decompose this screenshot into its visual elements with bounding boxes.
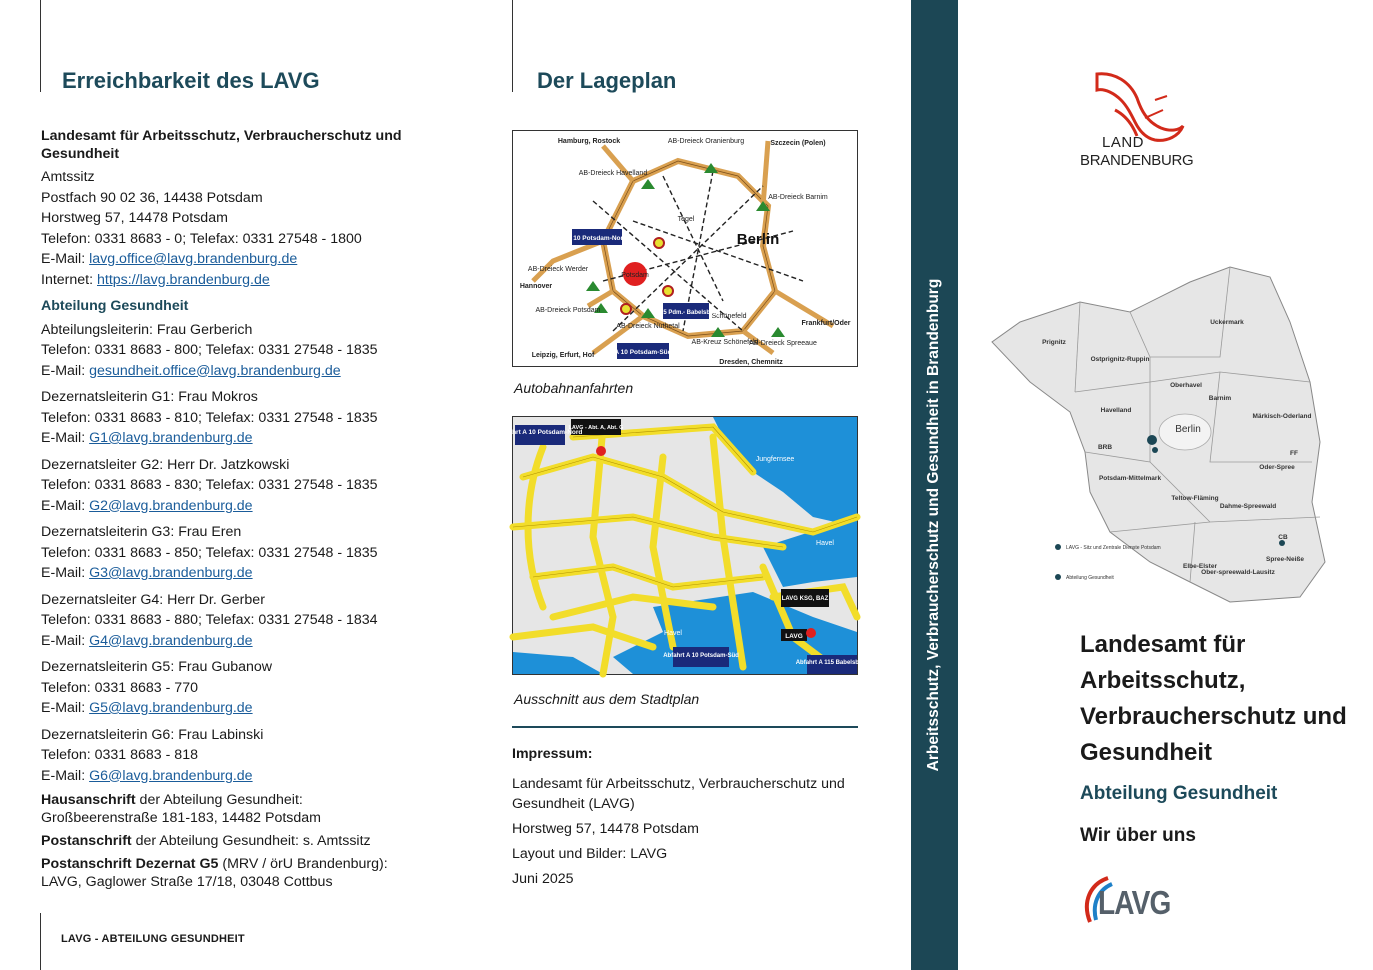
lbl-berlin: Berlin — [736, 231, 780, 248]
lbl-lavg-k: LAVG KSG, BAZ — [781, 596, 829, 602]
lbl-abf-n: Abfahrt A 10 Potsdam-Nord — [497, 429, 583, 436]
internet-row — [41, 270, 421, 291]
lbl-hannover: Hannover — [519, 283, 553, 290]
contact-email-link[interactable]: G2@lavg.brandenburg.de — [89, 497, 253, 514]
contact-email-link[interactable]: G3@lavg.brandenburg.de — [89, 565, 253, 581]
footer-label: LAVG - ABTEILUNG GESUNDHEIT — [61, 933, 245, 945]
cover-tagline: Wir über uns — [1080, 825, 1196, 846]
lbl-hamburg: Hamburg, Rostock — [557, 138, 621, 145]
email-link[interactable]: lavg.office@lavg.brandenburg.de — [89, 251, 298, 267]
lbl-szczecin: Szczecin (Polen) — [770, 140, 826, 147]
impressum-lines — [512, 774, 862, 889]
contact-role: Dezernatsleiterin G6: Frau Labinski — [41, 726, 264, 743]
d-teltow: Teltow-Fläming — [1171, 495, 1219, 502]
d-berlin: Berlin — [1175, 424, 1201, 435]
contact-entry — [41, 725, 421, 787]
lbl-potsdam: Potsdam — [621, 272, 649, 279]
lbl-spreeaue: AB-Dreieck Spreeaue — [749, 340, 817, 347]
lbl-abf-b: Abfahrt A 115 Babelsberg — [795, 660, 869, 666]
contact-email-link[interactable]: G1@lavg.brandenburg.de — [89, 430, 253, 446]
contact-phone: Telefon: 0331 8683 - 850; Telefax: 0331 27548 - 1835 — [41, 544, 378, 561]
email-row — [41, 249, 421, 270]
g5-addr: LAVG, Gaglower Straße 17/18, 03048 Cottbus — [41, 874, 333, 890]
lbl-havelland: AB-Dreieck Havelland — [578, 170, 648, 177]
email-label: E-Mail: — [41, 251, 90, 267]
d-elbe: Elbe-Elster — [1183, 563, 1217, 570]
internet-link[interactable]: https://lavg.brandenburg.de — [97, 271, 270, 288]
lbl-lavg: LAVG — [785, 633, 803, 640]
contact-email-link[interactable]: G6@lavg.brandenburg.de — [89, 767, 253, 784]
lbl-dresden: Dresden, Chemnitz — [719, 359, 783, 366]
d-uckermark: Uckermark — [1210, 319, 1244, 326]
street: Horstweg 57, 14478 Potsdam — [41, 210, 228, 226]
lbl-tegel: Tegel — [677, 216, 695, 223]
lbl-frankfurt: Frankfurt/Oder — [801, 320, 851, 327]
contact-email-row — [41, 698, 421, 719]
house-rest: der Abteilung Gesundheit: — [135, 792, 303, 808]
lageplan-heading: Der Lageplan — [537, 68, 677, 93]
lbl-a115: A115 Pdm.- Babelsberg — [652, 310, 720, 316]
lbl-jungfernsee: Jungfernsee — [755, 456, 795, 463]
d-prignitz: Prignitz — [1042, 339, 1066, 346]
contact-role: Dezernatsleiterin G3: Frau Eren — [41, 524, 242, 540]
contact-entry — [41, 590, 421, 652]
contact-email-row — [41, 361, 421, 382]
cover-subtitle: Abteilung Gesundheit — [1080, 783, 1278, 804]
impressum-line: Layout und Bilder: LAVG — [512, 846, 668, 862]
d-oderspree: Oder-Spree — [1259, 464, 1295, 471]
contact-entry — [41, 387, 421, 449]
brandenburg-logo — [1075, 70, 1215, 170]
org-name: Landesamt für Arbeitsschutz, Verbraucherschutz und Gesundheit — [41, 128, 402, 162]
contact-email-label: E-Mail: — [41, 497, 90, 514]
lbl-havel1: Havel — [816, 540, 834, 547]
d-dahme: Dahme-Spreewald — [1219, 503, 1277, 510]
d-osl: Ober-spreewald-Lausitz — [1201, 569, 1275, 576]
contact-role: Dezernatsleiterin G1: Frau Mokros — [41, 389, 258, 405]
contact-role: Dezernatsleiter G2: Herr Dr. Jatzkowski — [41, 456, 290, 473]
contact-block — [41, 127, 421, 891]
lbl-a10s: A 10 Potsdam-Süd — [614, 349, 672, 356]
legend-1: LAVG - Sitz und Zentrale Dienste Potsdam — [1066, 545, 1161, 551]
lbl-kreuz: AB-Kreuz Schönefeld — [691, 339, 759, 346]
impressum-line: Landesamt für Arbeitsschutz, Verbraucherschutz und Gesundheit (LAVG) — [512, 776, 845, 812]
contact-email-row — [41, 631, 421, 652]
dept-heading: Abteilung Gesundheit — [41, 298, 189, 314]
lbl-oranienburg: AB-Dreieck Oranienburg — [667, 138, 745, 145]
contact-email-row — [41, 563, 421, 584]
contact-entry — [41, 522, 421, 584]
lbl-a10n: A 10 Potsdam-Nord — [566, 235, 628, 242]
contact-list — [41, 320, 421, 787]
contact-phone: Telefon: 0331 8683 - 800; Telefax: 0331 27548 - 1835 — [41, 342, 378, 358]
map1-caption: Autobahnanfahrten — [514, 380, 634, 396]
left-top-rule — [40, 0, 41, 92]
postbox: Postfach 90 02 36, 14438 Potsdam — [41, 189, 263, 206]
lbl-nuthetal: AB-Dreieck Nuthetal — [616, 323, 680, 330]
city-map — [497, 416, 869, 675]
d-barnim: Barnim — [1208, 395, 1232, 402]
map2-caption: Ausschnitt aus dem Stadtplan — [514, 691, 700, 707]
lbl-lavg-a: LAVG - Abt. A, Abt. G — [568, 425, 624, 431]
contact-email-label: E-Mail: — [41, 632, 90, 649]
d-brb: BRB — [1097, 444, 1113, 451]
contact-entry — [41, 320, 421, 382]
seat: Amtssitz — [41, 169, 95, 185]
contact-entry — [41, 455, 421, 517]
contact-email-row — [41, 428, 421, 449]
d-maerkisch: Märkisch-Oderland — [1252, 413, 1312, 420]
lavg-logo-text: LAVG — [1098, 884, 1171, 921]
d-cb: CB — [1278, 534, 1288, 541]
lbl-barnim: AB-Dreieck Barnim — [768, 194, 828, 201]
house-address — [41, 791, 421, 827]
impressum-line: Horstweg 57, 14478 Potsdam — [512, 821, 699, 837]
contact-email-label: E-Mail: — [41, 430, 90, 446]
post-address — [41, 832, 421, 850]
band-text: Arbeitsschutz, Verbraucherschutz und Gesundheit in Brandenburg — [925, 278, 942, 772]
contact-email-link[interactable]: G5@lavg.brandenburg.de — [89, 700, 253, 716]
lbl-havel2: Havel — [664, 630, 682, 637]
impressum-line: Juni 2025 — [512, 871, 574, 887]
brandenburg-map — [990, 262, 1325, 607]
impressum-divider — [512, 726, 858, 728]
contact-phone: Telefon: 0331 8683 - 830; Telefax: 0331 27548 - 1835 — [41, 477, 378, 493]
contact-email-link[interactable]: gesundheit.office@lavg.brandenburg.de — [89, 362, 341, 379]
d-havelland: Havelland — [1100, 407, 1132, 414]
g5-label: Postanschrift Dezernat G5 — [41, 856, 219, 872]
contact-email-label: E-Mail: — [41, 362, 90, 379]
lbl-abpotsdam: AB-Dreieck Potsdam — [535, 307, 601, 314]
d-ff: FF — [1290, 450, 1298, 457]
contact-phone: Telefon: 0331 8683 - 770 — [41, 679, 198, 696]
contact-email-label: E-Mail: — [41, 767, 90, 784]
contact-role: Dezernatsleiterin G5: Frau Gubanow — [41, 659, 273, 675]
contact-entry — [41, 657, 421, 719]
contact-email-label: E-Mail: — [41, 565, 90, 581]
phone: Telefon: 0331 8683 - 0; Telefax: 0331 27548 - 1800 — [41, 230, 362, 247]
post-rest: der Abteilung Gesundheit: s. Amtssitz — [131, 833, 371, 849]
contact-email-label: E-Mail: — [41, 700, 90, 716]
logo-land: LAND — [1102, 134, 1145, 151]
motorway-map — [512, 130, 858, 367]
contact-heading: Erreichbarkeit des LAVG — [62, 68, 320, 93]
internet-label: Internet: — [41, 271, 97, 288]
impressum-block — [512, 744, 862, 894]
d-ostprignitz: Ostprignitz-Ruppin — [1090, 356, 1150, 363]
lbl-schoenefeld: Schönefeld — [711, 313, 747, 320]
logo-brandenburg: BRANDENBURG — [1080, 152, 1194, 169]
d-spreeneisse: Spree-Neiße — [1266, 556, 1304, 563]
g5-address — [41, 855, 421, 891]
house-label: Hausanschrift — [41, 792, 136, 808]
contact-email-row — [41, 496, 421, 517]
post-label: Postanschrift — [41, 833, 132, 849]
lbl-werder: AB-Dreieck Werder — [527, 266, 589, 273]
d-oberhavel: Oberhavel — [1170, 382, 1202, 389]
house-addr: Großbeerenstraße 181-183, 14482 Potsdam — [41, 810, 321, 826]
impressum-title: Impressum: — [512, 746, 593, 762]
lbl-leipzig: Leipzig, Erfurt, Hof — [531, 352, 595, 359]
left-bottom-rule — [40, 913, 41, 970]
lavg-logo — [1078, 872, 1188, 928]
legend-2: Abteilung Gesundheit — [1066, 575, 1114, 581]
contact-role: Abteilungsleiterin: Frau Gerberich — [41, 321, 253, 338]
contact-email-link[interactable]: G4@lavg.brandenburg.de — [89, 632, 253, 649]
contact-phone: Telefon: 0331 8683 - 818 — [41, 747, 198, 763]
d-pm: Potsdam-Mittelmark — [1098, 475, 1162, 482]
lbl-abf-s: Abfahrt A 10 Potsdam-Süd — [663, 653, 739, 659]
contact-role: Dezernatsleiter G4: Herr Dr. Gerber — [41, 591, 265, 608]
contact-email-row — [41, 766, 421, 787]
g5-rest: (MRV / örU Brandenburg): — [218, 856, 388, 872]
middle-top-rule — [512, 0, 513, 92]
contact-phone: Telefon: 0331 8683 - 810; Telefax: 0331 27548 - 1835 — [41, 409, 378, 426]
contact-phone: Telefon: 0331 8683 - 880; Telefax: 0331 27548 - 1834 — [41, 612, 378, 628]
cover-title: Landesamt für Arbeitsschutz, Verbraucherschutz und Gesundheit — [1080, 631, 1347, 766]
